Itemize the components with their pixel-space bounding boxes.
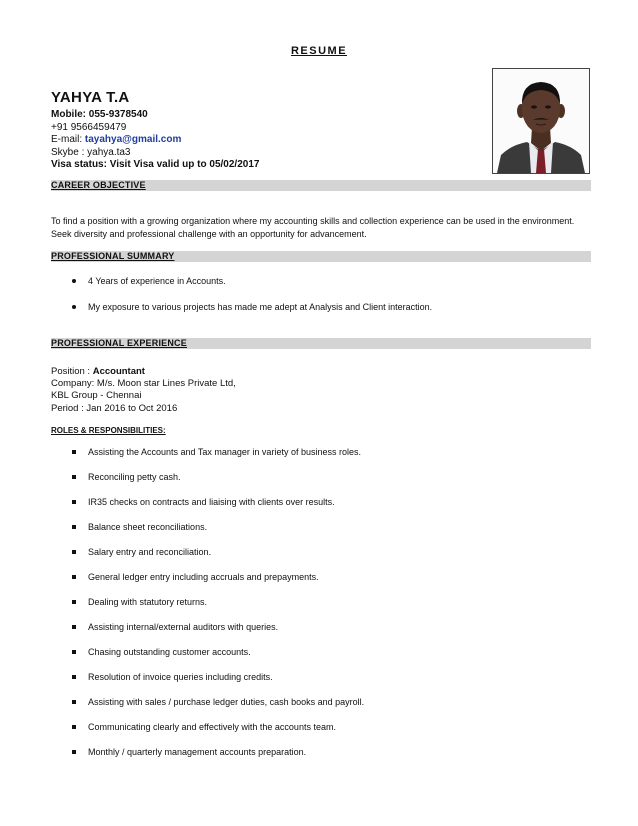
bullet-icon xyxy=(72,305,76,309)
email-label: E-mail: xyxy=(51,134,85,146)
phone-number: +91 9566459479 xyxy=(51,121,127,133)
company-group: KBL Group - Chennai xyxy=(51,390,142,402)
square-bullet-icon xyxy=(72,700,76,704)
square-bullet-icon xyxy=(72,525,76,529)
square-bullet-icon xyxy=(72,500,76,504)
visa-status: Visa status: Visit Visa valid up to 05/02/2017 xyxy=(51,159,260,171)
email-line xyxy=(51,134,259,147)
role-text: Assisting the Accounts and Tax manager in variety of business roles. xyxy=(88,447,361,457)
role-item xyxy=(72,447,364,472)
summary-item: 4 Years of experience in Accounts. xyxy=(72,276,226,286)
page-title: RESUME xyxy=(290,45,348,57)
square-bullet-icon xyxy=(72,750,76,754)
role-item xyxy=(72,497,364,522)
bullet-icon xyxy=(72,279,76,283)
section-header-professional-experience: PROFESSIONAL EXPERIENCE xyxy=(51,338,591,349)
role-text: Chasing outstanding customer accounts. xyxy=(88,647,251,657)
role-item xyxy=(72,747,364,772)
objective-line: To find a position with a growing organization where my accounting skills and collection experience can be used in the environment. xyxy=(51,216,575,226)
email-link[interactable]: tayahya@gmail.com xyxy=(84,134,182,146)
position-title: Accountant xyxy=(92,366,145,377)
candidate-name: YAHYA T.A xyxy=(51,89,130,106)
role-text: Resolution of invoice queries including credits. xyxy=(88,672,273,682)
role-item xyxy=(72,547,364,572)
role-item xyxy=(72,597,364,622)
role-item xyxy=(72,647,364,672)
company-name: Company: M/s. Moon star Lines Private Ltd, xyxy=(51,378,236,390)
square-bullet-icon xyxy=(72,675,76,679)
role-text: Salary entry and reconciliation. xyxy=(88,547,212,557)
summary-item: My exposure to various projects has made me adept at Analysis and Client interaction. xyxy=(72,302,432,312)
square-bullet-icon xyxy=(72,600,76,604)
skype-id: Skybe : yahya.ta3 xyxy=(51,146,131,158)
role-item xyxy=(72,622,364,647)
career-objective-text xyxy=(51,215,591,240)
role-item xyxy=(72,697,364,722)
role-text: Dealing with statutory returns. xyxy=(88,597,208,607)
section-header-professional-summary: PROFESSIONAL SUMMARY xyxy=(51,251,591,262)
roles-heading: ROLES & RESPONSIBILITIES: xyxy=(51,426,166,435)
role-text: General ledger entry including accruals and prepayments. xyxy=(88,572,319,582)
role-text: Assisting internal/external auditors with queries. xyxy=(88,622,279,632)
role-item xyxy=(72,672,364,697)
square-bullet-icon xyxy=(72,650,76,654)
section-header-career-objective: CAREER OBJECTIVE xyxy=(51,180,591,191)
square-bullet-icon xyxy=(72,575,76,579)
role-item xyxy=(72,572,364,597)
experience-block xyxy=(51,366,236,415)
work-period: Period : Jan 2016 to Oct 2016 xyxy=(51,402,178,414)
position-line: Position : Accountant xyxy=(51,366,145,377)
profile-photo xyxy=(492,68,590,174)
objective-line: Seek diversity and professional challenge with an opportunity for advancement. xyxy=(51,228,367,239)
role-text: Assisting with sales / purchase ledger duties, cash books and payroll. xyxy=(88,697,365,707)
square-bullet-icon xyxy=(72,550,76,554)
role-text: Balance sheet reconciliations. xyxy=(88,522,208,532)
role-text: IR35 checks on contracts and liaising with clients over results. xyxy=(88,497,335,507)
square-bullet-icon xyxy=(72,450,76,454)
role-item xyxy=(72,722,364,747)
contact-block xyxy=(51,109,259,172)
square-bullet-icon xyxy=(72,725,76,729)
role-item xyxy=(72,522,364,547)
mobile-number: Mobile: 055-9378540 xyxy=(51,109,148,120)
square-bullet-icon xyxy=(72,625,76,629)
role-text: Reconciling petty cash. xyxy=(88,472,181,482)
role-text: Communicating clearly and effectively with the accounts team. xyxy=(88,722,336,732)
roles-list xyxy=(72,447,364,772)
role-item xyxy=(72,472,364,497)
square-bullet-icon xyxy=(72,475,76,479)
portrait-image xyxy=(493,69,589,173)
role-text: Monthly / quarterly management accounts preparation. xyxy=(88,747,307,757)
